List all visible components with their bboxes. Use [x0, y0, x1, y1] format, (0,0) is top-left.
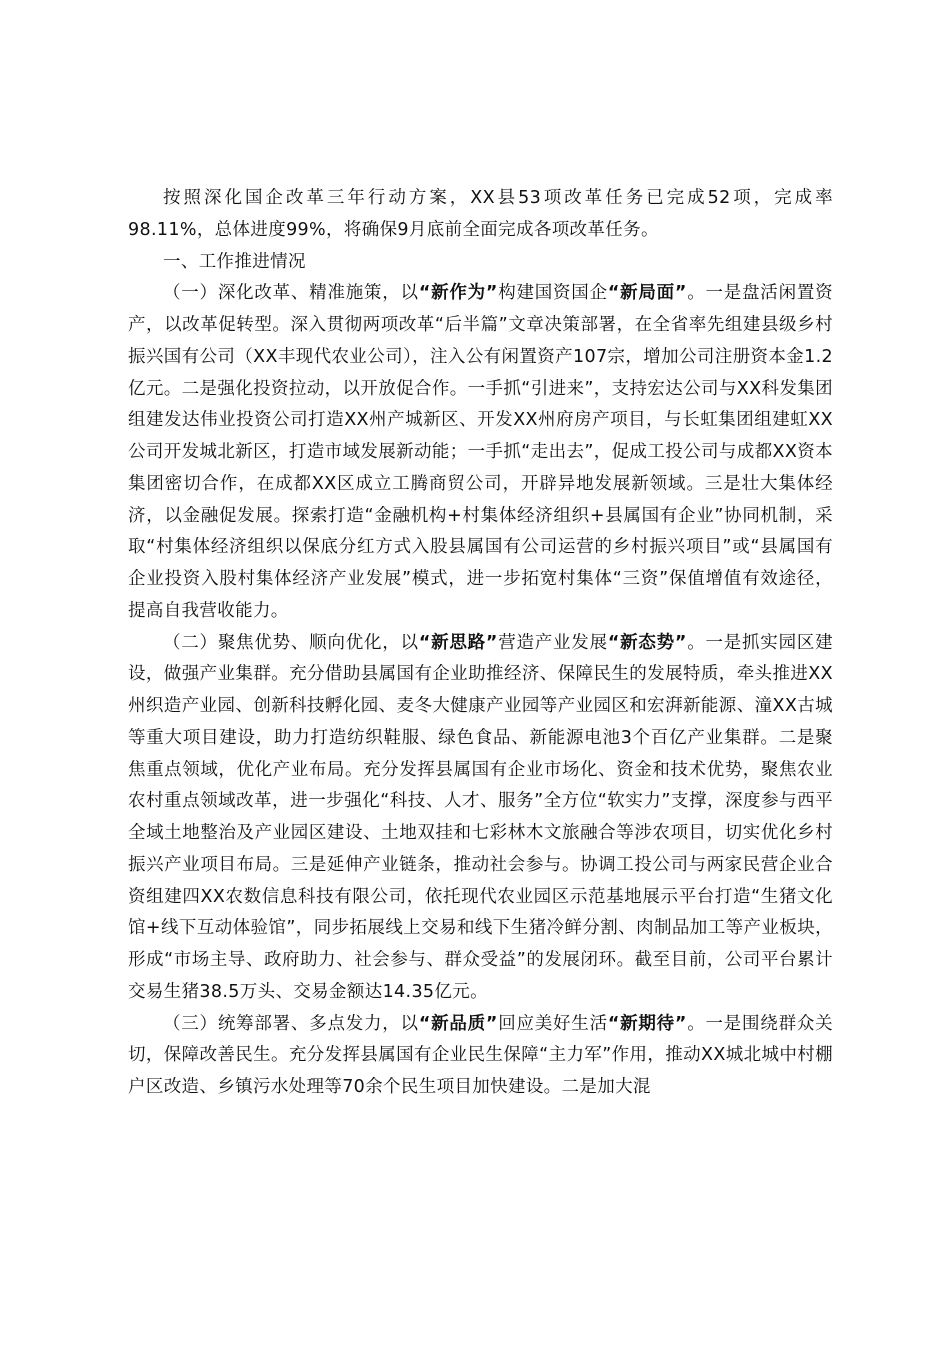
section-2-emphasis-b: “新态势” — [607, 632, 687, 653]
section-1-lead-b: 构建国资国企 — [497, 283, 608, 304]
document-page — [128, 183, 833, 1104]
section-3-emphasis-a: “新品质” — [418, 1013, 498, 1034]
section-3-lead-b: 回应美好生活 — [497, 1013, 608, 1034]
section-1-emphasis-b: “新局面” — [607, 283, 687, 304]
section-3-lead-a: （三）统筹部署、多点发力，以 — [163, 1013, 419, 1034]
section-1-body: 。一是盘活闲置资产，以改革促转型。深入贯彻两项改革“后半篇”文章决策部署，在全省率先组建县级乡村振兴国有公司（XX丰现代农业公司），注入公有闲置资产107宗，增加公司注册资本金1.2亿元。二是强化投资拉动，以开放促合作。一手抓“引进来”，支持宏达公司与XX科发集团组建发达伟业投资公司打造XX州产城新区、开发XX州府房产项目，与长虹集团组建虹XX公司开发城北新区，打造市域发展新动能；一手抓“走出去”，促成工投公司与成都XX资本集团密切合作，在成都XX区成立工腾商贸公司，开辟异地发展新领域。三是壮大集体经济，以金融促发展。探索打造“金融机构+村集体经济组织+县属国有企业”协同机制，采取“村集体经济组织以保底分红方式入股县属国有公司运营的乡村振兴项目”或“县属国有企业投资入股村集体经济产业发展”模式，进一步拓宽村集体“三资”保值增值有效途径，提高自我营收能力。 — [128, 283, 833, 621]
section-3-body: 。一是围绕群众关切，保障改善民生。充分发挥县属国有企业民生保障“主力军”作用，推动XX城北城中村棚户区改造、乡镇污水处理等70余个民生项目加快建设。二是加大混 — [128, 1013, 833, 1097]
section-2-body: 。一是抓实园区建设，做强产业集群。充分借助县属国有企业助推经济、保障民生的发展特质，牵头推进XX州织造产业园、创新科技孵化园、麦冬大健康产业园等产业园区和宏湃新能源、潼XX古城等重大项目建设，助力打造纺织鞋服、绿色食品、新能源电池3个百亿产业集群。二是聚焦重点领域，优化产业布局。充分发挥县属国有企业市场化、资金和技术优势，聚焦农业农村重点领域改革，进一步强化“科技、人才、服务”全方位“软实力”支撑，深度参与西平全域土地整治及产业园区建设、土地双挂和七彩林木文旅融合等涉农项目，切实优化乡村振兴产业项目布局。三是延伸产业链条，推动社会参与。协调工投公司与两家民营企业合资组建四XX农数信息科技有限公司，依托现代农业园区示范基地展示平台打造“生猪文化馆+线下互动体验馆”，同步拓展线上交易和线下生猪冷鲜分割、肉制品加工等产业板块，形成“市场主导、政府助力、社会参与、群众受益”的发展闭环。截至目前，公司平台累计交易生猪38.5万头、交易金额达14.35亿元。 — [128, 632, 833, 1002]
section-1-emphasis-a: “新作为” — [418, 283, 498, 304]
section-2-lead-b: 营造产业发展 — [497, 632, 608, 653]
section-paragraph-3 — [128, 1009, 833, 1104]
section-paragraph-2 — [128, 628, 833, 1009]
section-1-lead-a: （一）深化改革、精准施策，以 — [163, 283, 419, 304]
section-paragraph-1 — [128, 278, 833, 627]
intro-paragraph: 按照深化国企改革三年行动方案，XX县53项改革任务已完成52项，完成率98.11%，总体进度99%，将确保9月底前全面完成各项改革任务。 — [128, 188, 833, 240]
section-heading: 一、工作推进情况 — [163, 251, 306, 272]
section-3-emphasis-b: “新期待” — [607, 1013, 687, 1034]
section-2-lead-a: （二）聚焦优势、顺向优化，以 — [163, 632, 419, 653]
section-2-emphasis-a: “新思路” — [418, 632, 498, 653]
